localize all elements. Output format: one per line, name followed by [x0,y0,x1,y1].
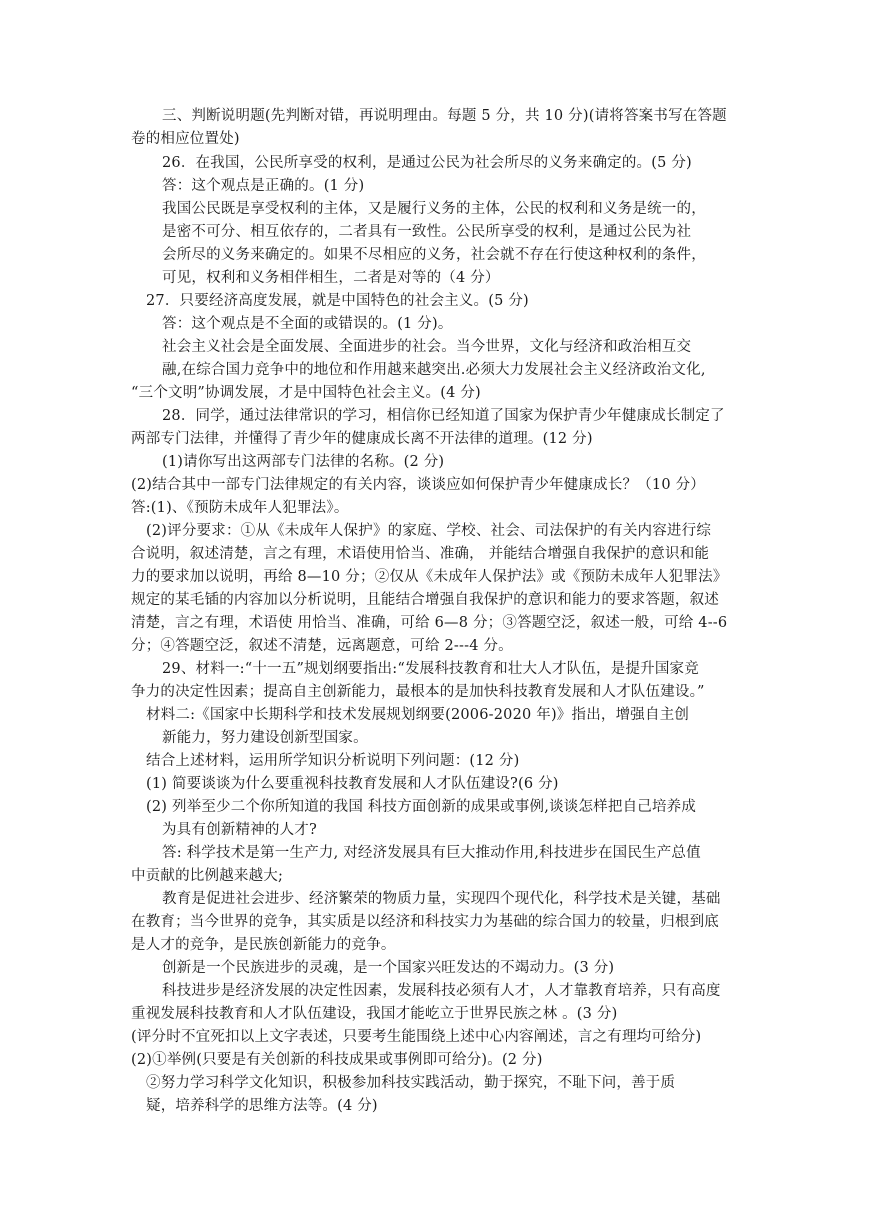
text-line: 两部专门法律，并懂得了青少年的健康成长离不开法律的道理。(12 分) [131,431,593,447]
text-line: ②努力学习科学文化知识，积极参加科技实践活动，勤于探究，不耻下问，善于质 [146,1075,676,1091]
text-line: 是密不可分、相互依存的，二者具有一致性。公民所享受的权利，是通过公民为社 [162,224,692,240]
text-line: 29、材料一:“十一五”规划纲要指出:“发展科技教育和壮大人才队伍，是提升国家竞 [162,661,699,677]
text-line: 答：这个观点是不全面的或错误的。(1 分)。 [162,316,453,332]
text-line: 新能力，努力建设创新型国家。 [162,730,368,746]
text-line: (1) 简要谈谈为什么要重视科技教育发展和人才队伍建设?(6 分) [146,776,559,792]
text-line: 27．只要经济高度发展，就是中国特色的社会主义。(5 分) [146,293,529,309]
text-line: 社会主义社会是全面发展、全面进步的社会。当今世界，文化与经济和政治相互交 [162,339,692,355]
text-line: 28．同学，通过法律常识的学习，相信你已经知道了国家为保护青少年健康成长制定了 [162,408,725,424]
text-line: 卷的相应位置处) [131,131,240,147]
text-line: 材料二:《国家中长期科学和技术发展规划纲要(2006-2020 年)》指出，增强自主创 [146,707,690,723]
text-line: 可见，权利和义务相伴相生，二者是对等的（4 分） [162,270,500,286]
text-line: 中贡献的比例越来越大; [131,868,284,884]
text-line: 融,在综合国力竞争中的地位和作用越来越突出.必须大力发展社会主义经济政治文化, [162,362,706,378]
text-line: 答：这个观点是正确的。(1 分) [162,178,365,194]
text-line: 疑，培养科学的思维方法等。(4 分) [146,1098,378,1114]
text-line: 在教育；当今世界的竞争，其实质是以经济和科技实力为基础的综合国力的较量，归根到底 [131,914,719,930]
text-line: 清楚，言之有理，术语使 用恰当、准确，可给 6—8 分；③答题空泛，叙述一般，可给 4--6 [131,615,728,631]
text-line: 结合上述材料，运用所学知识分析说明下列问题：(12 分) [146,753,520,769]
text-line: (评分时不宜死扣以上文字表述，只要考生能围绕上述中心内容阐述，言之有理均可给分) [131,1029,702,1045]
text-line: 力的要求加以说明，再给 8—10 分；②仅从《未成年人保护法》或《预防未成年人犯罪法》 [131,569,728,585]
text-line: 教育是促进社会进步、经济繁荣的物质力量，实现四个现代化，科学技术是关键，基础 [162,891,721,907]
text-line: 科技进步是经济发展的决定性因素，发展科技必须有人才，人才靠教育培养，只有高度 [162,983,721,999]
text-line: “三个文明”协调发展，才是中国特色社会主义。(4 分) [131,385,481,401]
text-line: (2) 列举至少二个你所知道的我国 科技方面创新的成果或事例,谈谈怎样把自己培养成 [146,799,697,815]
text-line: 三、判断说明题(先判断对错，再说明理由。每题 5 分，共 10 分)(请将答案书写在答题 [162,108,727,124]
text-line: 我国公民既是享受权利的主体，又是履行义务的主体，公民的权利和义务是统一的， [162,201,706,217]
text-line: (2)结合其中一部专门法律规定的有关内容，谈谈应如何保护青少年健康成长？（10 分） [131,477,705,493]
text-line: 为具有创新精神的人才? [162,822,317,838]
text-line: 是人才的竞争，是民族创新能力的竞争。 [131,937,396,953]
text-line: 答:(1)、《预防未成年人犯罪法》。 [131,500,349,516]
text-line: 26．在我国，公民所享受的权利，是通过公民为社会所尽的义务来确定的。(5 分) [162,155,692,171]
text-line: 合说明，叙述清楚，言之有理，术语使用恰当、准确， 并能结合增强自我保护的意识和能 [131,546,710,562]
text-line: 创新是一个民族进步的灵魂，是一个国家兴旺发达的不竭动力。(3 分) [162,960,615,976]
text-line: (2)①举例(只要是有关创新的科技成果或事例即可给分)。(2 分) [131,1052,543,1068]
text-line: 规定的某毛锸的内容加以分析说明，且能结合增强自我保护的意识和能力的要求答题，叙述 [131,592,719,608]
text-line: 分；④答题空泛，叙述不清楚，远离题意，可给 2---4 分。 [131,638,513,654]
text-line: 争力的决定性因素；提高自主创新能力，最根本的是加快科技教育发展和人才队伍建设。” [131,684,705,700]
text-line: 答: 科学技术是第一生产力, 对经济发展具有巨大推动作用,科技进步在国民生产总值 [162,845,701,861]
text-line: 会所尽的义务来确定的。如果不尽相应的义务，社会就不存在行使这种权利的条件， [162,247,706,263]
text-line: (2)评分要求：①从《未成年人保护》的家庭、学校、社会、司法保护的有关内容进行综 [146,523,712,539]
text-line: (1)请你写出这两部专门法律的名称。(2 分) [162,454,445,470]
text-line: 重视发展科技教育和人才队伍建设，我国才能屹立于世界民族之林 。(3 分) [131,1006,618,1022]
